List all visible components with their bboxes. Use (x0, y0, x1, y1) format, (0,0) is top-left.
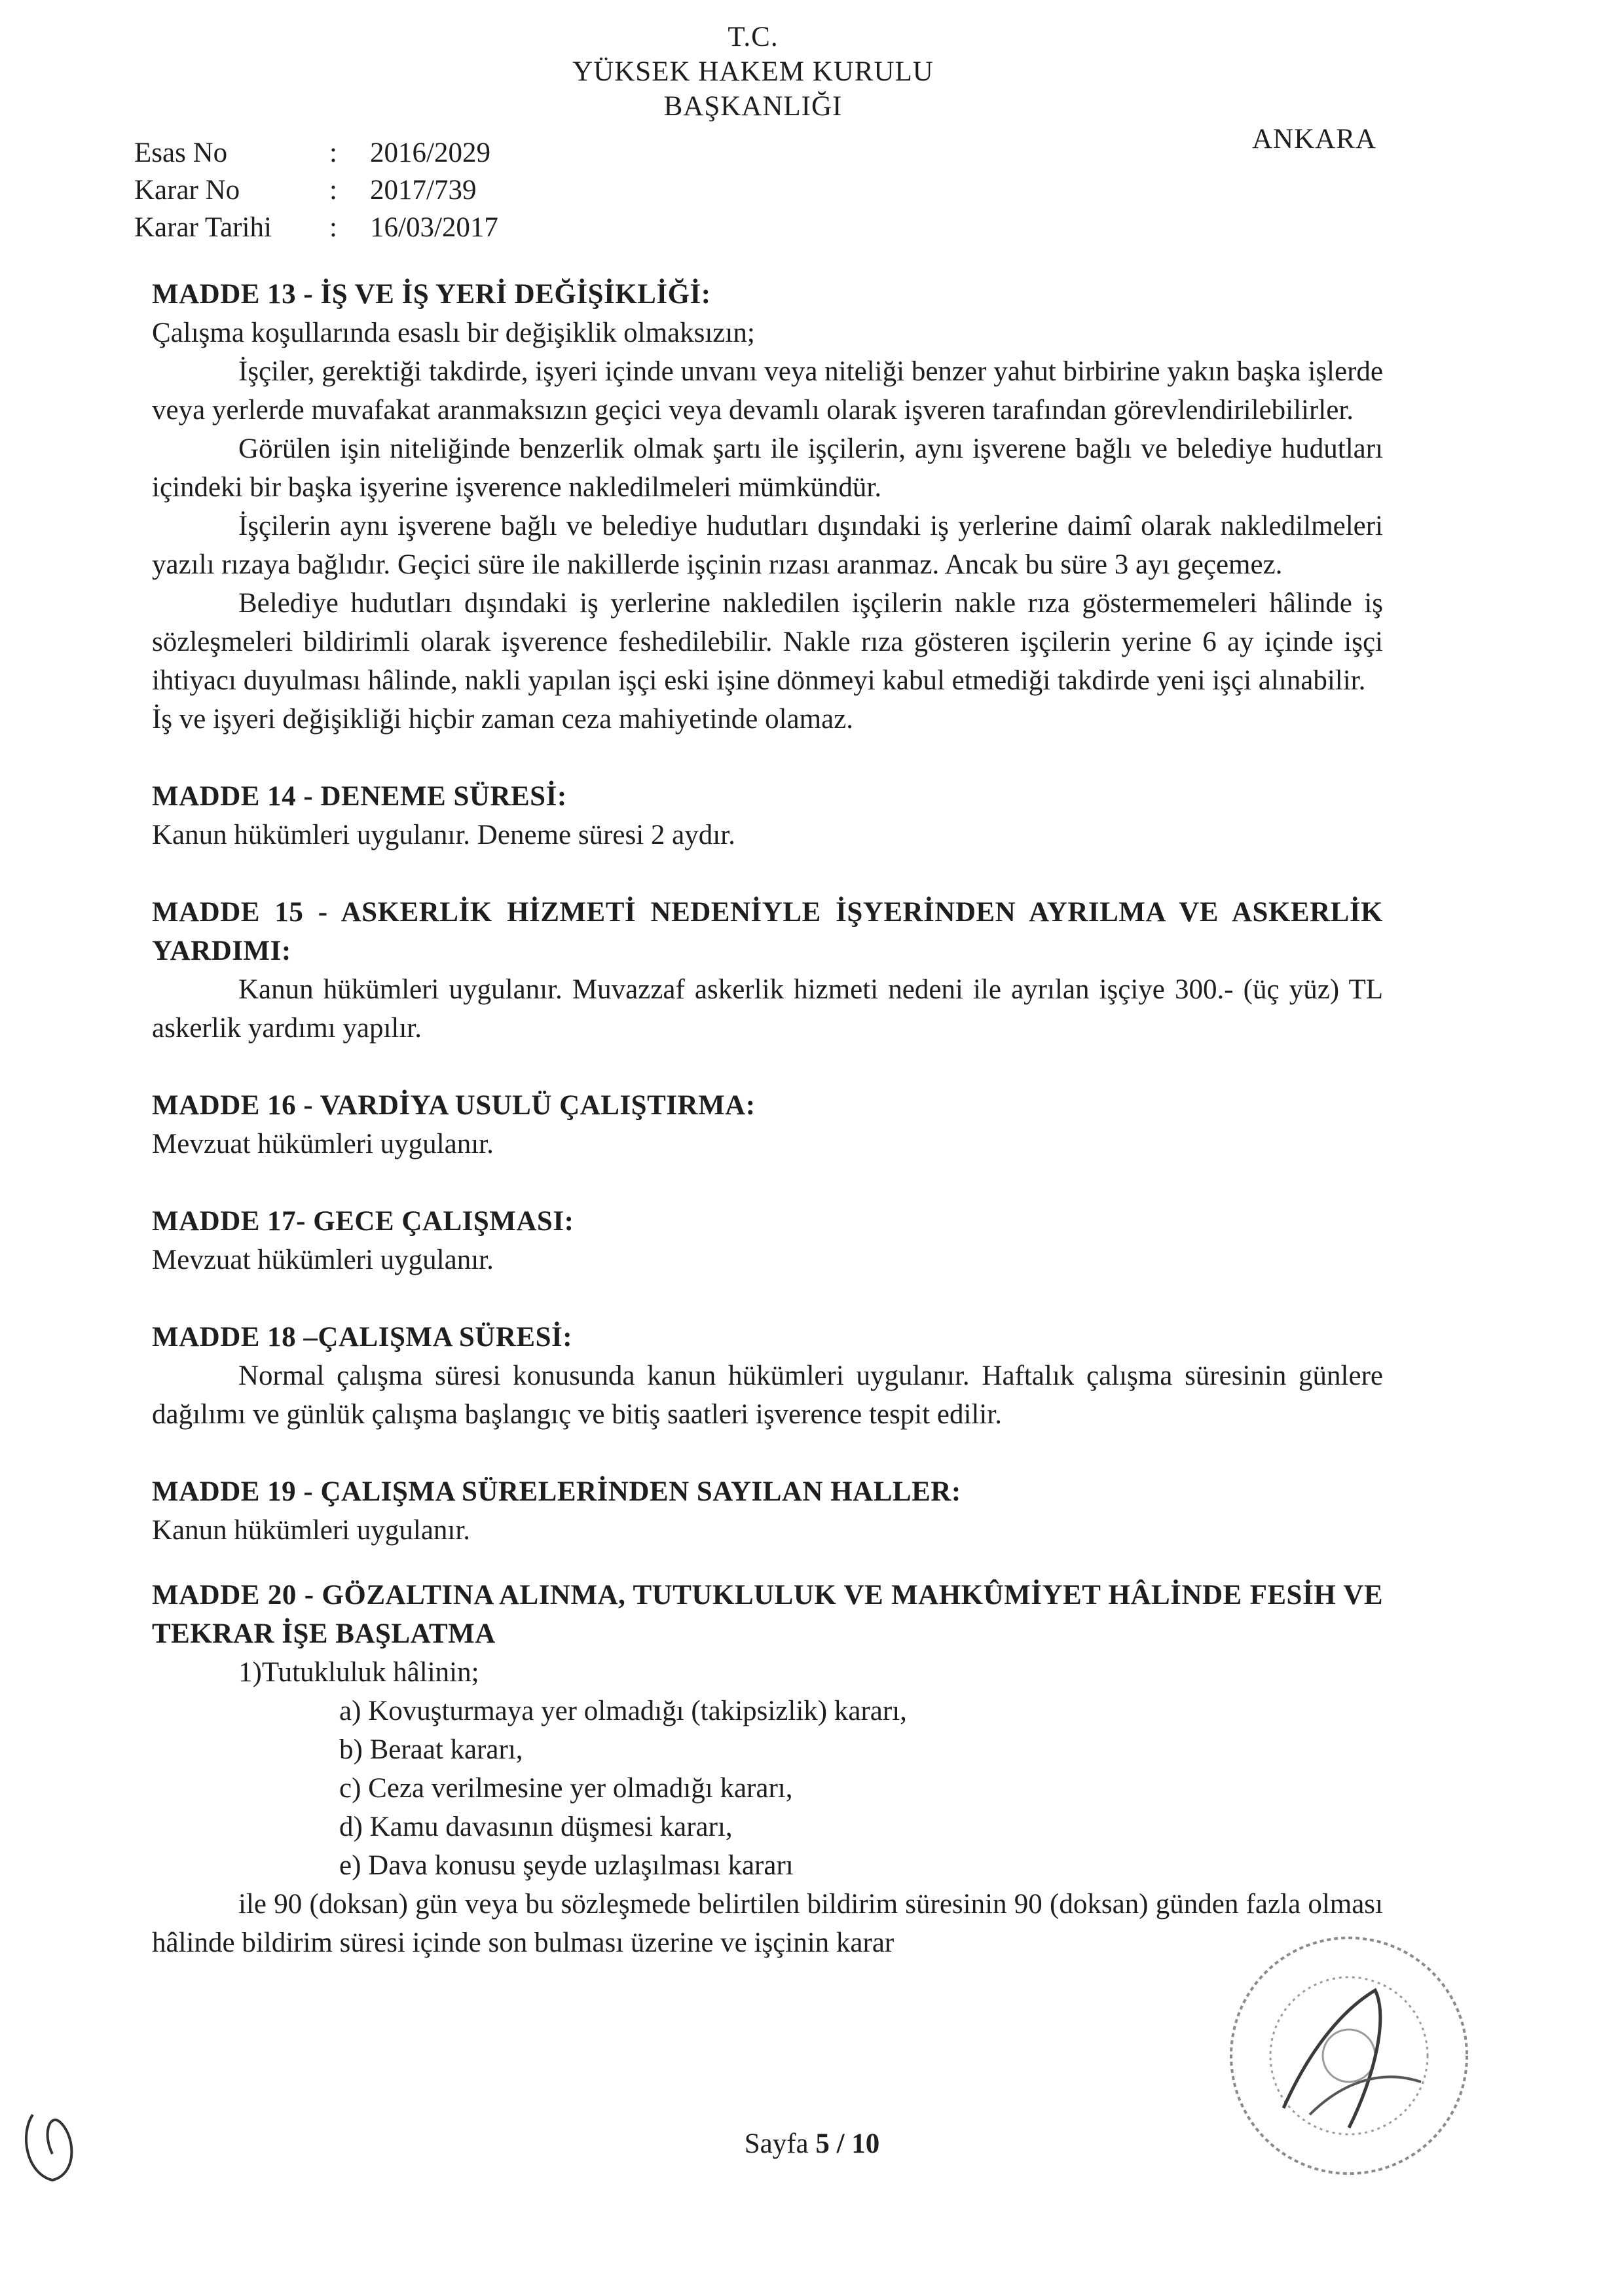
karar-colon: : (329, 175, 337, 206)
header-presidency: BAŞKANLIĞI (663, 91, 843, 122)
karar-row (134, 172, 498, 209)
tarih-colon: : (329, 212, 337, 243)
madde20-list (152, 1692, 1383, 1885)
madde19-paragraph: Kanun hükümleri uygulanır. (152, 1515, 471, 1546)
madde14-paragraph: Kanun hükümleri uygulanır. Deneme süresi 2 aydır. (152, 820, 735, 850)
madde13-paragraph: Görülen işin niteliğinde benzerlik olmak şartı ile işçilerin, aynı işverene bağlı ve belediye hudutları içindeki bir başka işyerine işverence nakledilmeleri mümkündür. (152, 433, 1383, 503)
list-item: c) Ceza verilmesine yer olmadığı kararı, (339, 1773, 793, 1804)
madde20-paragraph: ile 90 (doksan) gün veya bu sözleşmede belirtilen bildirim süresinin 90 (doksan) günden fazla olması hâlinde bildirim süresi içinde son bulması üzerine ve işçinin karar (152, 1889, 1383, 1958)
header-city: ANKARA (1252, 124, 1376, 155)
esas-label: Esas No (134, 137, 228, 168)
document-body (152, 275, 1383, 1962)
header-tc: T.C. (728, 22, 779, 52)
case-metadata (134, 134, 498, 246)
page-label: Sayfa (744, 2128, 816, 2159)
madde18-paragraph: Normal çalışma süresi konusunda kanun hükümleri uygulanır. Haftalık çalışma süresinin günlere dağılımı ve günlük çalışma başlangıç ve bitiş saatleri işverence tespit edilir. (152, 1360, 1383, 1430)
list-item: a) Kovuşturmaya yer olmadığı (takipsizlik) kararı, (339, 1696, 907, 1726)
madde19-title: MADDE 19 - ÇALIŞMA SÜRELERİNDEN SAYILAN HALLER: (152, 1476, 961, 1507)
madde13-paragraph: İş ve işyeri değişikliği hiçbir zaman ceza mahiyetinde olamaz. (152, 704, 854, 735)
madde15-paragraph: Kanun hükümleri uygulanır. Muvazzaf askerlik hizmeti nedeni ile ayrılan işçiye 300.- (üç yüz) TL askerlik yardımı yapılır. (152, 974, 1383, 1044)
madde15-title: MADDE 15 - ASKERLİK HİZMETİ NEDENİYLE İŞYERİNDEN AYRILMA VE ASKERLİK YARDIMI: (152, 897, 1383, 966)
page-separator: / (829, 2128, 852, 2159)
madde17-paragraph: Mevzuat hükümleri uygulanır. (152, 1245, 494, 1275)
madde13-paragraph: Belediye hudutları dışındaki iş yerlerine nakledilen işçilerin nakle rıza göstermemeleri hâlinde iş sözleşmeleri bildirimli olarak işverence feshedilebilir. Nakle rıza gösteren işçilerin yerine 6 ay içinde işçi ihtiyacı duyulması hâlinde, nakli yapılan işçi eski işine dönmeyi kabul etmediği takdirde yeni işçi alınabilir. (152, 588, 1383, 696)
page-total: 10 (851, 2128, 880, 2159)
page-current: 5 (815, 2128, 830, 2159)
esas-value: 2016/2029 (370, 137, 490, 168)
document-header (491, 20, 1015, 124)
karar-value: 2017/739 (370, 175, 477, 206)
madde13-paragraph: İşçilerin aynı işverene bağlı ve belediye hudutları dışındaki iş yerlerine daimî olarak nakledilmeleri yazılı rızaya bağlıdır. Geçici süre ile nakillerde işçinin rızası aranmaz. Ancak bu süre 3 ayı geçemez. (152, 511, 1383, 580)
madde16-paragraph: Mevzuat hükümleri uygulanır. (152, 1129, 494, 1159)
page-footer (0, 2128, 1624, 2160)
tarih-value: 16/03/2017 (370, 212, 498, 243)
madde20-title: MADDE 20 - GÖZALTINA ALINMA, TUTUKLULUK VE MAHKÛMİYET HÂLİNDE FESİH VE TEKRAR İŞE BAŞLATMA (152, 1580, 1383, 1649)
list-item: d) Kamu davasının düşmesi kararı, (339, 1812, 733, 1842)
tarih-row (134, 209, 498, 246)
esas-row (134, 134, 498, 172)
madde18-title: MADDE 18 –ÇALIŞMA SÜRESİ: (152, 1322, 573, 1353)
header-institution: YÜKSEK HAKEM KURULU (572, 56, 934, 87)
madde16-title: MADDE 16 - VARDİYA USULÜ ÇALIŞTIRMA: (152, 1090, 756, 1121)
madde13-paragraph: Çalışma koşullarında esaslı bir değişiklik olmaksızın; (152, 318, 755, 348)
list-item: b) Beraat kararı, (339, 1734, 523, 1765)
madde17-title: MADDE 17- GECE ÇALIŞMASI: (152, 1206, 574, 1237)
karar-label: Karar No (134, 175, 240, 206)
madde13-title: MADDE 13 - İŞ VE İŞ YERİ DEĞİŞİKLİĞİ: (152, 279, 711, 310)
esas-colon: : (329, 137, 337, 168)
list-item: e) Dava konusu şeyde uzlaşılması kararı (339, 1850, 794, 1881)
madde20-paragraph: 1)Tutukluluk hâlinin; (238, 1657, 479, 1688)
tarih-label: Karar Tarihi (134, 212, 272, 243)
madde14-title: MADDE 14 - DENEME SÜRESİ: (152, 781, 567, 812)
madde13-paragraph: İşçiler, gerektiği takdirde, işyeri içinde unvanı veya niteliği benzer yahut birbirine yakın başka işlerde veya yerlerde muvafakat aranmaksızın geçici veya devamlı olarak işveren tarafından görevlendirilebilirler. (152, 356, 1383, 426)
